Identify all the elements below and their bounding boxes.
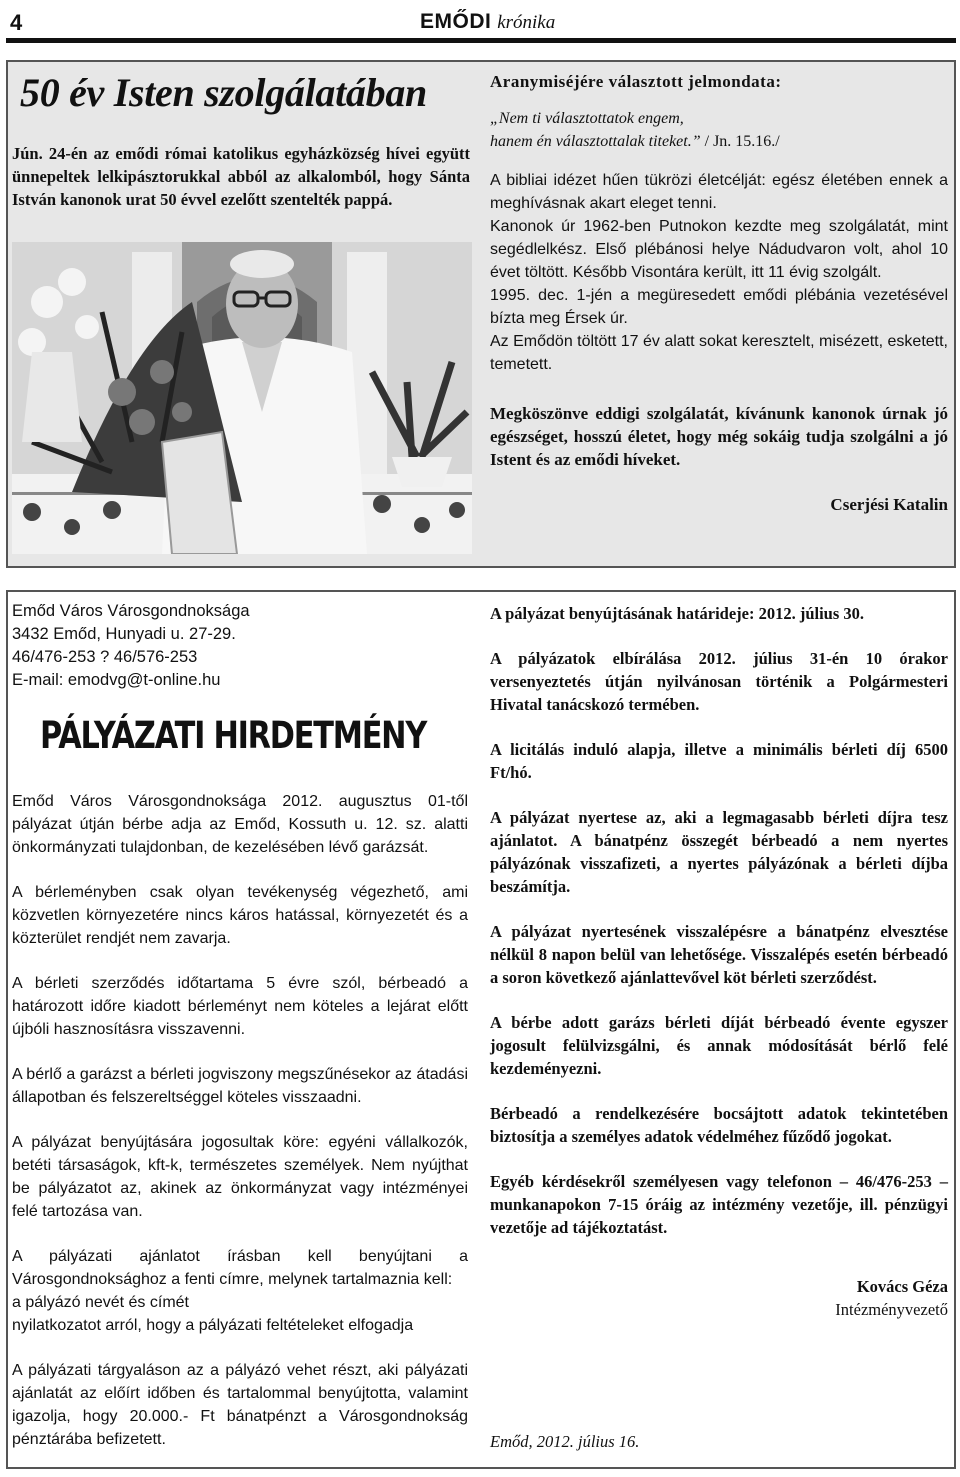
article-paragraph: 1995. dec. 1-jén a megüresedett emődi plébánia vezetésével bízta meg Érsek úr. bbox=[490, 287, 948, 327]
notice-condition: A pályázatok elbírálása 2012. július 31-én 10 órakor versenyeztetés útján nyilvánosan történik a Polgármesteri Hivatal tanácskozó termében. bbox=[490, 649, 948, 714]
publication-subtitle: krónika bbox=[497, 12, 556, 33]
notice-right-column bbox=[490, 602, 948, 1451]
article-thanks: Megköszönve eddigi szolgálatát, kívánunk kanonok úrnak jó egészséget, hosszú életet, hogy még sokáig tudja szolgálni a jó Istent és az emődi híveket. bbox=[490, 404, 948, 469]
publication-name: EMŐDI bbox=[420, 10, 492, 33]
notice-paragraph: A pályázati tárgyaláson az a pályázó vehet részt, aki pályázati ajánlatát az előírt időben és tartalommal benyújtotta, valamint igazolja, hogy 20.000.- Ft bánatpénzt a Városgondnokság pénztárába befizetett. bbox=[12, 1362, 468, 1448]
signer-title: Intézményvezető bbox=[835, 1300, 948, 1319]
notice-submit-item: a pályázó nevét és címét bbox=[12, 1294, 189, 1311]
article-right-column bbox=[490, 70, 948, 516]
notice-submit-intro: A pályázati ajánlatot írásban kell benyújtani a Városgondnoksághoz a fenti címre, melynek tartalmaznia kell: bbox=[12, 1248, 468, 1288]
article-title: 50 év Isten szolgálatában bbox=[20, 70, 427, 115]
address-line: 3432 Emőd, Hunyadi u. 27-29. bbox=[12, 625, 236, 643]
article-paragraph: Az Emődön töltött 17 év alatt sokat keresztelt, misézett, esketett, temetett. bbox=[490, 333, 948, 373]
notice-submit-item: nyilatkozatot arról, hogy a pályázati feltételeket elfogadja bbox=[12, 1317, 414, 1334]
address-line: E-mail: emodvg@t-online.hu bbox=[12, 671, 221, 689]
priest-photo bbox=[12, 242, 472, 554]
address-line: 46/476-253 ? 46/576-253 bbox=[12, 648, 198, 666]
priest-photo-illustration bbox=[12, 242, 472, 554]
notice-condition: A pályázat nyertese az, aki a legmagasabb bérleti díjra tesz ajánlatot. A bánatpénz összegét bérbeadó a nem nyertes pályázónak visszafizeti, a nyertes pályázónak a bérleti díjba beszámítja. bbox=[490, 808, 948, 896]
article-paragraph: Kanonok úr 1962-ben Putnokon kezdte meg szolgálatát, mint segédlelkész. Első plébánosi helye Nádudvaron volt, ahol 10 évet töltött. Később Visontára került, itt 11 évig szolgált. bbox=[490, 218, 948, 281]
article-paragraph: A bibliai idézet hűen tükrözi életcélját: egész életében ennek a meghívásnak akart eleget tenni. bbox=[490, 172, 948, 212]
article-author: Cserjési Katalin bbox=[830, 495, 948, 514]
notice-paragraph: A bérlő a garázst a bérleti jogviszony megszűnésekor az átadási állapotban és felszereltséggel köteles visszaadni. bbox=[12, 1066, 468, 1106]
notice-condition: A pályázat benyújtásának határideje: 2012. július 30. bbox=[490, 604, 865, 623]
notice-condition: A bérbe adott garázs bérleti díját bérbeadó évente egyszer jogosult felülvizsgálni, és annak módosítását bérlő felé kezdeményezni. bbox=[490, 1013, 948, 1078]
article-lead: Jún. 24-én az emődi római katolikus egyházközség hívei együtt ünnepeltek lelkipásztorukkal abból az alkalomból, hogy Sánta István kanonok urat 50 évvel ezelőtt szentelték pappá. bbox=[12, 144, 470, 209]
motto-heading: Aranymiséjére választott jelmondata: bbox=[490, 72, 782, 91]
notice-paragraph: Emőd Város Városgondnoksága 2012. augusztus 01-től pályázat útján bérbe adja az Emőd, Kossuth u. 12. sz. alatti önkormányzati tulajdonban, de kezelésében lévő garázsát. bbox=[12, 793, 468, 856]
notice-left-column bbox=[12, 790, 468, 1473]
notice-paragraph: A bérleményben csak olyan tevékenység végezhető, ami közvetlen környezetére nincs káros hatással, környezetét és a közterület rendjét nem zavarja. bbox=[12, 884, 468, 947]
motto-line-2-text: hanem én választottalak titeket.” bbox=[490, 133, 701, 150]
motto-line-1: „Nem ti választottatok engem, bbox=[490, 110, 684, 127]
motto-reference: / Jn. 15.16./ bbox=[700, 133, 780, 150]
notice-title: PÁLYÁZATI HIRDETMÉNY bbox=[40, 714, 427, 757]
publication-title bbox=[420, 10, 555, 34]
spacer bbox=[490, 376, 948, 402]
notice-condition: A licitálás induló alapja, illetve a minimális bérleti díj 6500 Ft/hó. bbox=[490, 740, 948, 782]
address-line: Emőd Város Városgondnoksága bbox=[12, 602, 250, 620]
notice-date: Emőd, 2012. július 16. bbox=[490, 1432, 640, 1451]
signer-name: Kovács Géza bbox=[856, 1277, 948, 1296]
notice-condition: Egyéb kérdésekről személyesen vagy telefonon – 46/476-253 – munkanapokon 7-15 óráig az intézmény vezetője, ill. pénzügyi vezetője ad tájékoztatást. bbox=[490, 1172, 948, 1237]
motto-line-2 bbox=[490, 130, 948, 153]
notice-address bbox=[12, 600, 462, 692]
notice-paragraph: A bérleti szerződés időtartama 5 évre szól, bérbeadó a határozott időre kiadott bérleményt nem köteles a lejárat előtt újbóli hasznosításra visszavenni. bbox=[12, 975, 468, 1038]
page-number: 4 bbox=[10, 10, 23, 35]
header-rule bbox=[6, 38, 956, 43]
notice-condition: Bérbeadó a rendelkezésére bocsájtott adatok tekintetében biztosítja a személyes adatok védelméhez fűződő jogokat. bbox=[490, 1104, 948, 1146]
spacer bbox=[490, 153, 948, 169]
notice-paragraph: A pályázat benyújtására jogosultak köre: egyéni vállalkozók, betéti társaságok, kft-k, természetes személyek. Nem nyújthat be pályázatot az, akinek az önkormányzat vagy intézményei felé tartozása van. bbox=[12, 1134, 468, 1220]
notice-condition: A pályázat nyertesének visszalépésre a bánatpénz elvesztése nélkül 8 napon belül van lehetősége. Visszalépés esetén bérbeadó a soron következő ajánlattevővel köt bérleti szerződést. bbox=[490, 922, 948, 987]
